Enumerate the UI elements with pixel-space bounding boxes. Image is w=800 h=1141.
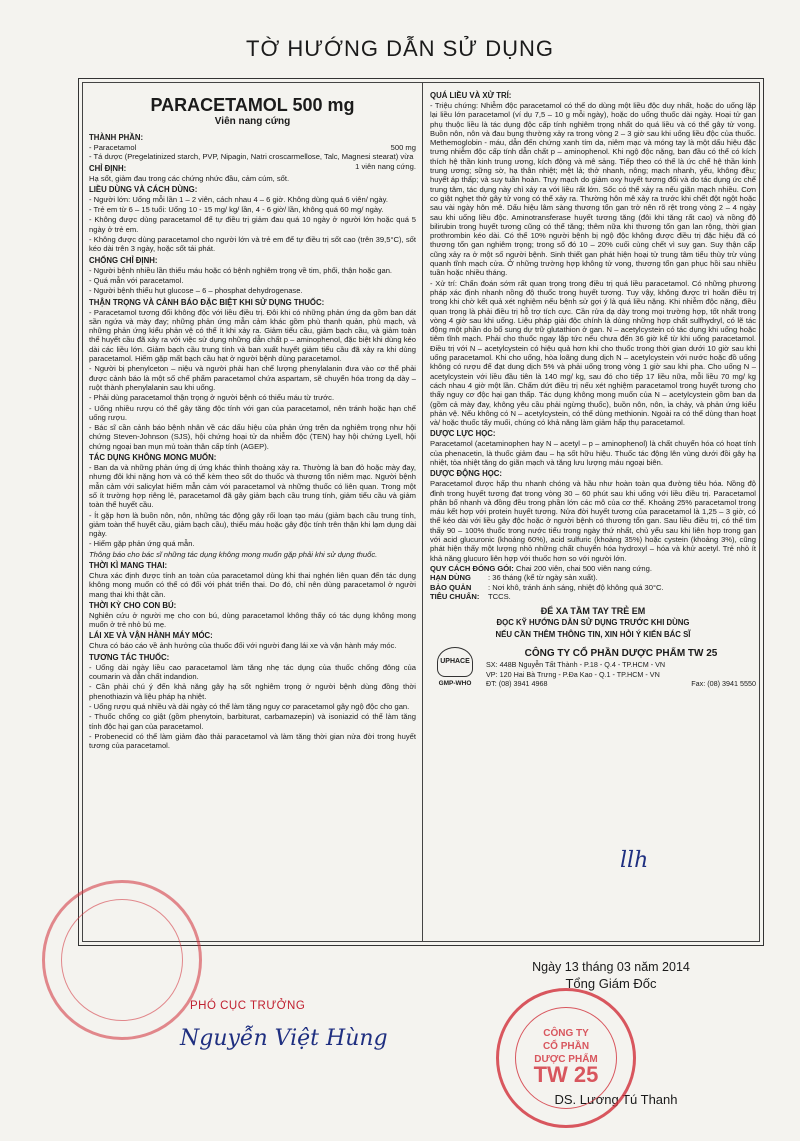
caution-heading: THẬN TRỌNG VÀ CẢNH BÁO ĐẶC BIỆT KHI SỬ DỤNG THUỐC: xyxy=(89,297,325,307)
company-name: CÔNG TY CỔ PHẦN DƯỢC PHẨM TW 25 xyxy=(524,648,718,660)
lactation-text: Nghiên cứu ở người mẹ cho con bú, dùng paracetamol không thấy có tác dụng không mong muốn ở trẻ nhỏ bú mẹ. xyxy=(89,610,416,630)
column-divider xyxy=(422,83,423,941)
dosage-item: - Trẻ em từ 6 – 15 tuổi: Uống 10 - 15 mg/ kg/ lần, 4 - 6 giờ/ lần, không quá 60 mg/ ngày. xyxy=(89,205,384,215)
company-info xyxy=(480,647,756,688)
overdose-heading: QUÁ LIỀU VÀ XỬ TRÍ: xyxy=(430,91,512,100)
product-form: Viên nang cứng xyxy=(214,116,291,127)
stamp-inner-ring xyxy=(61,899,183,1021)
page-title: TỜ HƯỚNG DẪN SỬ DỤNG xyxy=(246,36,554,61)
interaction-item: - Thuốc chống co giật (gồm phenytoin, barbiturat, carbamazepin) và isoniazid có thể làm tăng tính độc hại gan của paracetamol. xyxy=(89,712,416,731)
keep-away-warning: ĐỂ XA TẦM TAY TRẺ EM xyxy=(540,606,646,617)
driving-text: Chưa có báo cáo về ảnh hưởng của thuốc đối với người đang lái xe và vận hành máy móc. xyxy=(89,641,397,651)
composition-row xyxy=(89,143,416,152)
approval-stamp-left xyxy=(42,880,202,1040)
office-address: VP: 120 Hai Bà Trưng - P.Đa Kao - Q.1 - TP.HCM - VN xyxy=(486,669,660,679)
composition-heading: THÀNH PHẦN: xyxy=(89,133,144,142)
leaflet-frame xyxy=(78,78,764,946)
pharmacokinetics-heading: DƯỢC ĐỘNG HỌC: xyxy=(430,469,503,479)
pharmacodynamics-heading: DƯỢC LỰC HỌC: xyxy=(430,429,496,439)
left-signature-block xyxy=(180,1000,388,1051)
dosage-item: - Người lớn: Uống mỗi lần 1 – 2 viên, cách nhau 4 – 6 giờ. Không dùng quá 6 viên/ ngày. xyxy=(89,194,388,204)
indication-text: Hạ sốt, giảm đau trong các chứng nhức đầu, cảm cúm, sốt. xyxy=(89,173,290,183)
signature-date: Ngày 13 tháng 03 năm 2014 xyxy=(532,960,690,974)
company-logo xyxy=(430,647,480,688)
director-name: DS. Lương Tú Thanh xyxy=(554,1092,678,1107)
contraindication-heading: CHỐNG CHỈ ĐỊNH: xyxy=(89,255,158,265)
pharmacodynamics-text: Paracetamol (acetaminophen hay N – acetyl – p – aminophenol) là chất chuyển hóa có hoạt tính của phenacetin, là thuốc giảm đau – hạ sốt hữu hiệu. Thuốc tác động lên vùng dưới đồi gây hạ nhiệt, tỏa nhiệt tăng do giãn mạch và tăng lưu lượng máu ngoại biên. xyxy=(430,439,756,467)
approval-initials: llh xyxy=(620,848,649,873)
interaction-item: - Probenecid có thể làm giảm đào thải paracetamol và làm tăng thời gian nửa đời trong huyết tương của paracetamol. xyxy=(89,731,416,751)
caution-item: - Uống nhiều rượu có thể gây tăng độc tính với gan của paracetamol, nên tránh hoặc hạn chế uống rượu. xyxy=(89,403,416,422)
caution-item: - Người bị phenylceton – niệu và người phải hạn chế lượng phenylalanin đưa vào cơ thể phải được cảnh báo là một số chế phẩm paracetamol chứa aspartam, sẽ chuyển hóa trong dạ dày – ruột thành phenylalanin sau khi uống. xyxy=(89,364,416,392)
director-title: Tổng Giám Đốc xyxy=(565,976,657,991)
contact-row xyxy=(486,679,756,688)
contraindication-item: - Quá mẫn với paracetamol. xyxy=(89,275,184,285)
caution-item: - Bác sĩ cần cảnh báo bệnh nhân về các dấu hiệu của phản ứng trên da nghiêm trọng như hội chứng Steven-Johnson (SJS), hội chứng hoại tử da nhiễm độc (TEN) hay hội chứng Lyell, hội chứng ngoại ban mụn mủ toàn thân cấp tính (AGEP). xyxy=(89,423,416,451)
adverse-item: - Ban da và những phản ứng dị ứng khác thỉnh thoảng xảy ra. Thường là ban đỏ hoặc mày đay, nhưng đôi khi nặng hơn và có thể kèm theo sốt do thuốc và thương tổn niêm mạc. Người bệnh mẫn cảm với salicylat hiếm mẫn cảm với paracetamol và những thuốc có liên quan. Trong một số ít trường hợp riêng lẻ, paracetamol đã gây giảm bạch cầu trung tính, giảm tiểu cầu và giảm toàn thể huyết cầu. xyxy=(89,463,416,510)
dosage-heading: LIỀU DÙNG VÀ CÁCH DÙNG: xyxy=(89,184,198,194)
stamp-text: CÔNG TY CỔ PHẦN DƯỢC PHẨM TW 25 xyxy=(533,1028,599,1087)
deputy-director-signature: Nguyễn Việt Hùng xyxy=(180,1026,388,1051)
gmp-label: GMP-WHO xyxy=(438,680,472,688)
adverse-heading: TÁC DỤNG KHÔNG MONG MUỐN: xyxy=(89,453,217,463)
dosage-item: - Không được dùng paracetamol cho người lớn và trẻ em để tự điều trị sốt cao (trên 39,5°C), sốt kéo dài trên 3 ngày, hoặc sốt tái phát. xyxy=(89,235,416,254)
indication-heading: CHỈ ĐỊNH: xyxy=(89,163,127,173)
dosage-item: - Không được dùng paracetamol để tự điều trị giảm đau quá 10 ngày ở người lớn hoặc quá 5 ngày ở trẻ em. xyxy=(89,215,416,234)
composition-item: - Paracetamol xyxy=(89,143,137,152)
expiry-row: HẠN DÙNG : 36 tháng (kể từ ngày sản xuất). xyxy=(430,573,598,583)
ask-doctor-warning: NẾU CẦN THÊM THÔNG TIN, XIN HỎI Ý KIẾN BÁC SĨ xyxy=(495,630,691,640)
packaging-row: QUY CÁCH ĐÓNG GÓI: Chai 200 viên, chai 500 viên nang cứng. xyxy=(430,563,652,573)
lactation-heading: THỜI KỲ CHO CON BÚ: xyxy=(89,600,177,610)
composition-amount: 500 mg xyxy=(390,143,416,152)
caution-item: - Phải dùng paracetamol thận trọng ở người bệnh có thiếu máu từ trước. xyxy=(89,393,335,403)
pharmacokinetics-text: Paracetamol được hấp thu nhanh chóng và hầu như hoàn toàn qua đường tiêu hóa. Nồng độ đỉnh trong huyết tương đạt trong vòng 30 – 60 phút sau khi uống với liều điều trị. Paracetamol phân bố nhanh và đồng đều trong phần lớn các mô của cơ thể. Khoảng 25% paracetamol trong máu kết hợp với protein huyết tương. Nửa đời huyết tương của paracetamol là 1,25 – 3 giờ, có thể kéo dài với liều gây độc hoặc ở người bệnh có thương tổn gan. Sau liều điều trị, có thể tìm thấy 90 – 100% thuốc trong nước tiểu trong ngày thứ nhất, chủ yếu sau khi liên hợp trong gan với acid glucuronic (khoảng 60%), acid sulfuric (khoảng 35%) hoặc cystein (khoảng 3%), cũng phát hiện thấy một lượng nhỏ những chất chuyển hóa hydroxyl – hóa và khử acetyl. Trẻ nhỏ ít khả năng glucuro liên hợp với thuốc hơn so với người lớn. xyxy=(430,479,756,563)
factory-address: SX: 448B Nguyễn Tất Thành - P.18 - Q.4 - TP.HCM - VN xyxy=(486,660,666,670)
interaction-item: - Uống rượu quá nhiều và dài ngày có thể làm tăng nguy cơ paracetamol gây ngộ độc cho gan. xyxy=(89,701,410,711)
deputy-director-title: PHÓ CỤC TRƯỞNG xyxy=(190,1000,306,1012)
pregnancy-text: Chưa xác định được tính an toàn của paracetamol dùng khi thai nghén liên quan đến tác dụng không mong muốn có thể có đối với phát triển thai. Do đó, chỉ nên dùng paracetamol ở người mang thai khi thật cần. xyxy=(89,570,416,599)
left-column xyxy=(89,89,416,939)
read-instructions-warning: ĐỌC KỸ HƯỚNG DẪN SỬ DỤNG TRƯỚC KHI DÙNG xyxy=(496,618,690,628)
pregnancy-heading: THỜI KÌ MANG THAI: xyxy=(89,560,168,570)
driving-heading: LÁI XE VÀ VẬN HÀNH MÁY MÓC: xyxy=(89,631,213,641)
manufacturer-block xyxy=(430,647,756,688)
adverse-item: - Hiếm gặp phản ứng quá mẫn. xyxy=(89,539,195,549)
caution-item: - Paracetamol tương đối không độc với liều điều trị. Đôi khi có những phản ứng da gồm ban dát sần ngứa và mày đay; những phản ứng mẫn cảm khác gồm phù thanh quản, phù mạch, và những phản ứng kiểu phản vệ có thể ít khi xảy ra. Giảm tiểu cầu, giảm bạch cầu, và giảm toàn thể huyết cầu đã xảy ra với việc sử dụng những dẫn chất p – aminophenol, đặc biệt khi dùng kéo dài các liều lớn. Giảm bạch cầu trung tính và ban xuất huyết giảm tiểu cầu đã xảy ra khi dùng paracetamol. Hiếm gặp mất bạch cầu hạt ở người bệnh dùng paracetamol. xyxy=(89,307,416,364)
contraindication-item: - Người bệnh thiếu hụt glucose – 6 – phosphat dehydrogenase. xyxy=(89,286,303,296)
overdose-symptoms: - Triệu chứng: Nhiễm độc paracetamol có thể do dùng một liều độc duy nhất, hoặc do uống lặp lại liều lớn paracetamol (ví dụ 7,5 – 10 g mỗi ngày), hoặc do uống thuốc dài ngày. Hoại tử gan phụ thuộc liều là tác dụng độc cấp tính nghiêm trọng nhất do quá liều và có thể gây tử vong. Buồn nôn, nôn và đau bụng thường xảy ra trong vòng 2 – 3 giờ sau khi uống liều độc của thuốc. Methemoglobin - máu, dẫn đến chứng xanh tím da, niêm mạc và móng tay là một dấu hiệu đặc trưng nhiễm độc cấp tính dẫn chất p – aminophenol. Khi ngộ độc nặng, ban đầu có thể có kích thích hệ thần kinh trung ương, kích động và mê sảng. Tiếp theo có thể là ức chế hệ thần kinh trung ương; sững sờ, hạ thân nhiệt; mệt lả; thở nhanh, nông; mạch nhanh, yếu, không đều; huyết áp thấp; và suy tuần hoàn. Trụy mạch do giảm oxy huyết tương đối và do tác dụng ức chế trung tâm, tác dụng này chỉ xảy ra với liều rất lớn. Sốc có thể xảy ra nếu giãn mạch nhiều. Cơn co giật nghẹt thở gây tử vong có thể xảy ra. Thường hôn mê xảy ra trước khi chết đột ngột hoặc sau vài ngày hôn mê. Dấu hiệu lâm sàng thương tổn gan trở nên rõ rệt trong vòng 2 – 4 ngày sau khi uống liều độc. Aminotransferase huyết tương tăng (đôi khi tăng rất cao) và nồng độ bilirubin trong huyết tương cũng có thể tăng; thêm nữa khi thương tổn gan lan rộng, thời gian prothrombin kéo dài. Có thể 10% người bệnh bị ngộ độc không được điều trị đặc hiệu đã có thương tổn gan nghiêm trọng; trong số đó 10 – 20% cuối cùng chết vì suy gan. Suy thận cấp cũng xảy ra ở một số người bệnh. Sinh thiết gan phát hiện hoại tử trung tâm tiểu thùy trừ vùng quanh tĩnh mạch cửa. Ở những trường hợp không tử vong, thương tổn gan phục hồi sau nhiều tuần hoặc nhiều tháng. xyxy=(430,101,756,278)
contraindication-item: - Người bệnh nhiều lần thiếu máu hoặc có bệnh nghiêm trọng về tim, phổi, thận hoặc gan. xyxy=(89,265,393,275)
interaction-item: - Uống dài ngày liều cao paracetamol làm tăng nhẹ tác dụng của thuốc chống đông của coumarin và dẫn chất indandion. xyxy=(89,662,416,682)
product-name: PARACETAMOL 500 mg xyxy=(150,95,355,115)
company-stamp xyxy=(496,988,636,1128)
interactions-heading: TƯƠNG TÁC THUỐC: xyxy=(89,652,170,662)
overdose-treatment: - Xử trí: Chẩn đoán sớm rất quan trọng trong điều trị quá liều paracetamol. Có những phương pháp xác định nhanh nồng độ thuốc trong huyết tương. Tuy vậy, không được trì hoãn điều trị trong khi chờ kết quả xét nghiệm nếu bệnh sử gợi ý là quá liều nặng. Khi nhiễm độc nặng, điều quan trọng là phải điều trị hỗ trợ tích cực. Cần rửa dạ dày trong mọi trường hợp, tốt nhất trong vòng 4 giờ sau khi uống. Liệu pháp giải độc chính là dùng những hợp chất sulfhydryl, có lẽ tác động một phần do bổ sung dự trữ glutathion ở gan. N – acetylcystein có tác dụng khi uống hoặc tiêm tĩnh mạch. Phải cho thuốc ngay lập tức nếu chưa đến 36 giờ kể từ khi uống paracetamol. Điều trị với N – acetylcystein có hiệu quả hơn khi cho thuốc trong thời gian dưới 10 giờ sau khi uống paracetamol. Khi cho uống, hòa loãng dung dịch N – acetylcystein với nước hoặc đồ uống không có rượu để đạt dung dịch 5% và phải uống trong vòng 1 giờ sau khi pha. Cho uống N – acetylcystein với liều đầu tiên là 140 mg/ kg, sau đó cho tiếp 17 liều nữa, mỗi liều 70 mg/ kg cách nhau 4 giờ một lần. Chấm dứt điều trị nếu xét nghiệm paracetamol trong huyết tương cho thấy nguy cơ độc hại gan thấp. Tác dụng không mong muốn của N – acetylcystein gồm ban da (gồm cả mày đay, không yêu cầu phải ngừng thuốc), buồn nôn, nôn, ỉa chảy, và phản ứng kiểu phản vệ. Nếu không có N – acetylcystein, có thể dùng methionin. Ngoài ra có thể dùng than hoạt và/ hoặc thuốc tẩy muối, chúng có khả năng làm giảm hấp thụ paracetamol. xyxy=(430,278,756,428)
right-column xyxy=(430,89,756,939)
storage-row: BẢO QUẢN : Nơi khô, tránh ánh sáng, nhiệt độ không quá 30°C. xyxy=(430,582,664,592)
fax-number: Fax: (08) 3941 5550 xyxy=(691,679,756,689)
adverse-item: - Ít gặp hơn là buồn nôn, nôn, những tác động gây rối loạn tạo máu (giảm bạch cầu trung tính, giảm toàn thể huyết cầu, giảm bạch cầu), thiếu máu hoặc gây độc tính trên thận khi lạm dụng dài ngày. xyxy=(89,510,416,539)
interaction-item: - Cần phải chú ý đến khả năng gây hạ sốt nghiêm trọng ở người bệnh dùng đồng thời phenothiazin và liệu pháp hạ nhiệt. xyxy=(89,682,416,701)
uphace-logo-icon: UPHACE xyxy=(437,647,473,677)
excipients: - Tá dược (Pregelatinized starch, PVP, Nipagin, Natri croscarmellose, Talc, Magnesi stearat) vừa 1 viên nang cứng. xyxy=(89,152,416,171)
phone-number: ĐT: (08) 3941 4968 xyxy=(486,679,548,689)
standard-row: TIÊU CHUẨN: TCCS. xyxy=(430,591,511,601)
adverse-note: Thông báo cho bác sĩ những tác dụng không mong muốn gặp phải khi sử dụng thuốc. xyxy=(89,549,378,559)
